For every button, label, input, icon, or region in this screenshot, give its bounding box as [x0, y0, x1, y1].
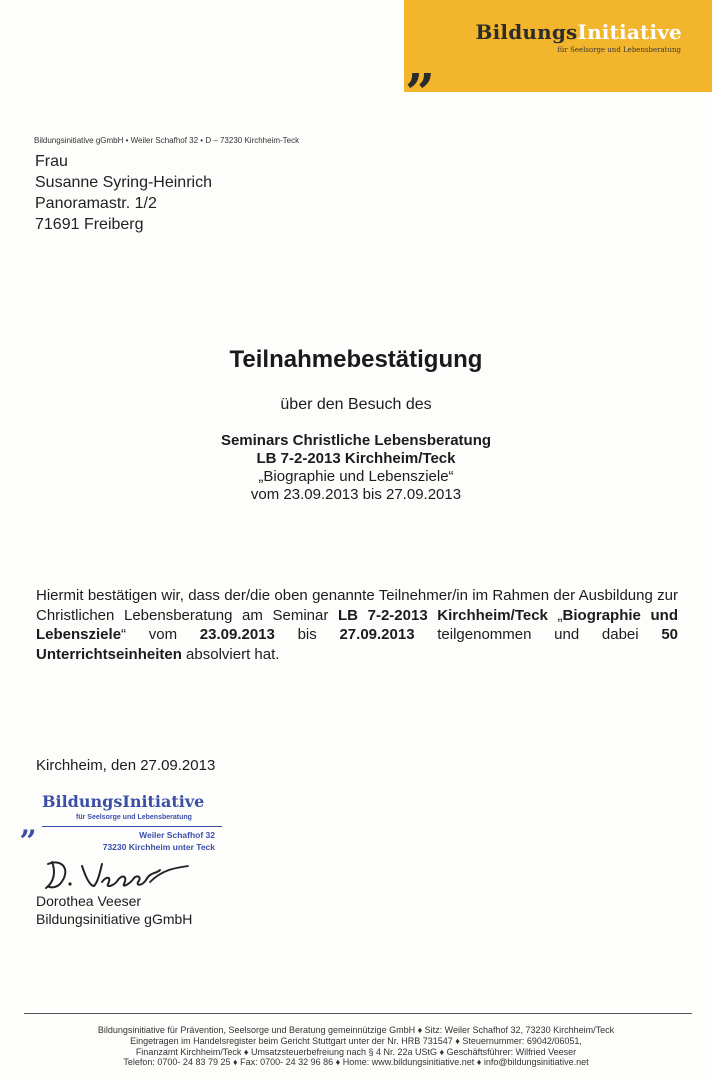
stamp-city: 73230 Kirchheim unter Teck: [102, 842, 215, 852]
signer-block: [36, 892, 192, 928]
signer-organization: Bildungsinitiative gGmbH: [36, 911, 193, 927]
recipient-street: Panoramastr. 1/2: [35, 195, 157, 212]
footer-line: Bildungsinitiative für Prävention, Seelsorge und Beratung gemeinnützige GmbH ♦ Sitz: Weiler Schafhof 32, 73230 Kirchheim/Teck: [97, 1025, 615, 1035]
seminar-dates: vom 23.09.2013 bis 27.09.2013: [250, 486, 462, 503]
legal-footer: [0, 1025, 712, 1068]
document-subtitle: über den Besuch des: [280, 396, 432, 413]
seminar-code: LB 7-2-2013 Kirchheim/Teck: [256, 450, 456, 467]
logo-quote-icon: „: [406, 33, 436, 94]
confirmation-paragraph: Hiermit bestätigen wir, dass der/die oben genannte Teilnehmer/in im Rahmen der Ausbildung zur Christlichen Lebensberatung am Seminar LB 7-2-2013 Kirchheim/Teck „Biographie und Lebensziele“ vom 23.09.2013 bis 27.09.2013 teilgenommen und dabei 50 Unterrichtseinheiten absolviert hat.: [36, 587, 678, 663]
organization-stamp: [20, 786, 225, 852]
organization-logo: [404, 0, 712, 92]
recipient-city: 71691 Freiberg: [35, 216, 144, 233]
stamp-title: BildungsInitiative: [42, 792, 205, 811]
footer-divider: [24, 1013, 692, 1014]
seminar-topic: „Biographie und Lebensziele“: [258, 468, 454, 485]
logo-tagline: für Seelsorge und Lebensberatung: [557, 46, 681, 54]
recipient-salutation: Frau: [35, 153, 68, 170]
logo-title: BildungsInitiative: [475, 20, 682, 44]
document-title: Teilnahmebestätigung: [229, 346, 483, 373]
stamp-divider: [42, 826, 222, 827]
sender-line: Bildungsinitiative gGmbH • Weiler Schafhof 32 • D – 73230 Kirchheim-Teck: [34, 136, 300, 145]
stamp-tagline: für Seelsorge und Lebensberatung: [76, 814, 192, 821]
stamp-street: Weiler Schafhof 32: [139, 830, 215, 840]
place-date: Kirchheim, den 27.09.2013: [36, 757, 216, 774]
seminar-name: Seminars Christliche Lebensberatung: [220, 432, 492, 449]
handwritten-signature: [38, 852, 198, 894]
footer-line: Eingetragen im Handelsregister beim Gericht Stuttgart unter der Nr. HRB 731547 ♦ Steuernummer: 69042/06051,: [130, 1035, 582, 1046]
recipient-name: Susanne Syring-Heinrich: [35, 174, 212, 191]
stamp-quote-icon: „: [20, 807, 38, 842]
recipient-address: [35, 151, 212, 235]
footer-line: Finanzamt Kirchheim/Teck ♦ Umsatzsteuerbefreiung nach § 4 Nr. 22a UStG ♦ Geschäftsführer: Wilfried Veeser: [135, 1046, 577, 1057]
footer-line: Telefon: 0700- 24 83 79 25 ♦ Fax: 0700- 24 32 96 86 ♦ Home: www.bildungsinitiative.net ♦ info@bildungsinitiative.net: [123, 1057, 589, 1068]
signer-name: Dorothea Veeser: [36, 893, 142, 909]
